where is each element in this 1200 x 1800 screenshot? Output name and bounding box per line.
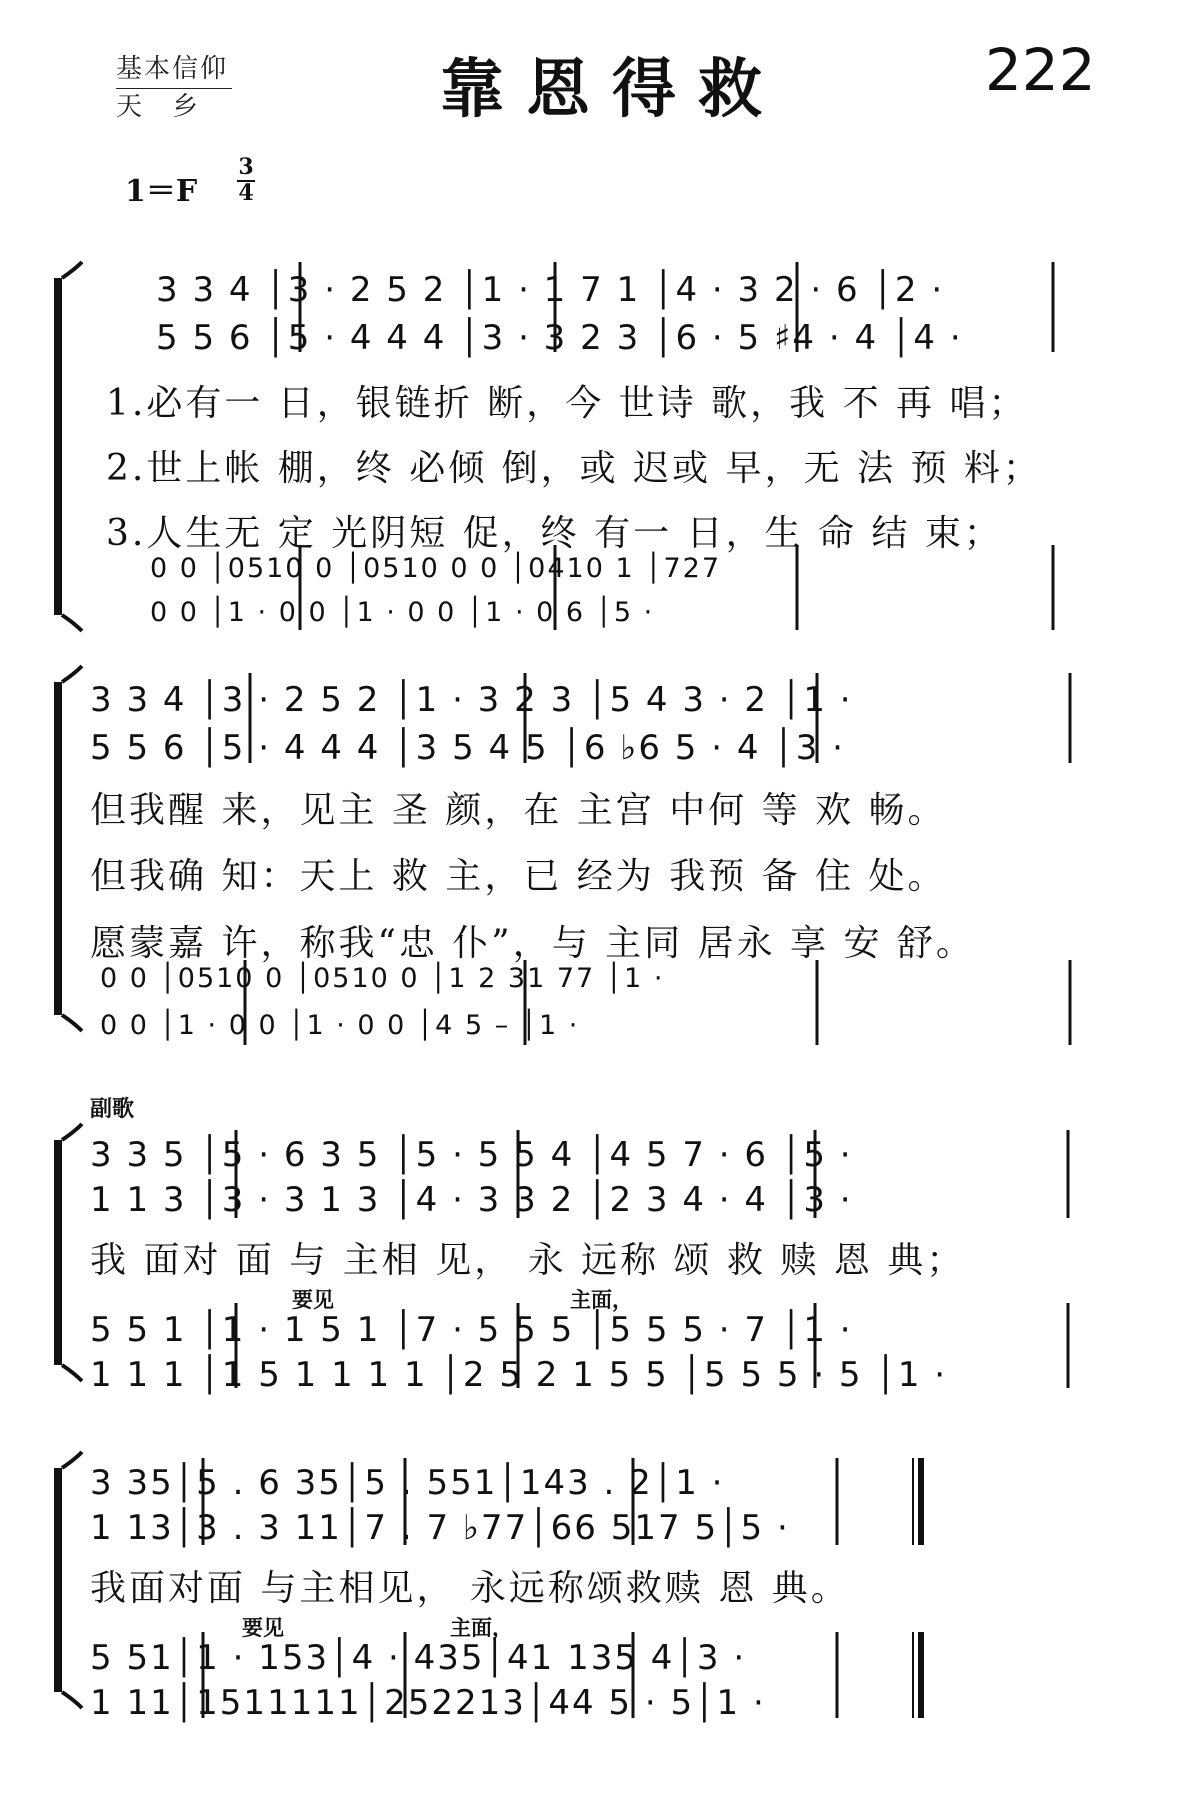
system-3-alto: 1 1 3 │3 · 3 1 3 │4 · 3 3 2 │2 3 4 · 4 │3 · — [90, 1180, 853, 1220]
time-signature-denominator: 4 — [238, 180, 254, 206]
system-1-lyric-verse-3: 3.人生无 定 光阴短 促，终 有一 日，生 命 结 束； — [106, 513, 1003, 554]
system-1-soprano: 3 3 4 │3 · 2 5 2 │1 · 1 7 1 │4 · 3 2 · 6 │2 · — [156, 270, 945, 310]
subcategory-label: 天 乡 — [116, 92, 201, 122]
system-1-bass: 0 0 │1 · 0 0 │1 · 0 0 │1 · 0 6 │5 · — [150, 597, 655, 628]
system-4-label-zhumian: 主面， — [450, 1615, 513, 1640]
system-3-label-zhumian: 主面， — [570, 1287, 633, 1312]
system-3-label-yaojian: 要见 — [292, 1287, 334, 1312]
system-2-lyric-verse-3: 愿蒙嘉 许，称我“忠 仆”，与 主同 居永 享 安 舒。 — [90, 923, 975, 964]
system-3-bracket — [58, 1124, 82, 1381]
final-double-barline — [913, 1458, 921, 1718]
system-4-soprano: 3 35│5 . 6 35│5 . 551│143 . 2│1 · — [90, 1463, 725, 1503]
system-4-label-yaojian: 要见 — [242, 1615, 284, 1640]
system-1-tenor: 0 0 │0510 0 │0510 0 0 │0410 1 │727 — [150, 553, 722, 584]
system-1-lyric-verse-2: 2.世上帐 棚，终 必倾 倒，或 迟或 早，无 法 预 料； — [106, 448, 1042, 489]
system-4-bass: 1 11│1511111│252213│44 5 · 5│1 · — [90, 1683, 766, 1723]
system-1-lyric-verse-1: 1.必有一 日，银链折 断，今 世诗 歌，我 不 再 唱； — [106, 383, 1028, 424]
system-1-bracket — [58, 262, 82, 631]
system-2-bass: 0 0 │1 · 0 0 │1 · 0 0 │4 5 – │1 · — [100, 1010, 580, 1041]
category-label: 基本信仰 — [116, 54, 229, 84]
system-4-tenor: 5 51│1 · 153│4 · 435│41 135 4│3 · — [90, 1638, 747, 1678]
system-3-soprano: 3 3 5 │5 · 6 3 5 │5 · 5 5 4 │4 5 7 · 6 │5 · — [90, 1135, 853, 1175]
system-3-bass: 1 1 1 │1 5 1 1 1 1 │2 5 2 1 5 5 │5 5 5 · 5 │1 · — [90, 1355, 948, 1395]
hymn-title: 靠恩得救 — [440, 52, 784, 127]
system-3-tenor: 5 5 1 │1 · 1 5 1 │7 · 5 5 5 │5 5 5 · 7 │1 · — [90, 1310, 853, 1350]
system-2-lyric-verse-2: 但我确 知：天上 救 主，已 经为 我预 备 住 处。 — [90, 856, 947, 897]
key-signature: 1＝F — [125, 174, 198, 209]
hymn-number: 222 — [985, 36, 1096, 104]
system-4-alto: 1 13│3 . 3 11│7 . 7 ♭77│66 517 5│5 · — [90, 1508, 790, 1548]
refrain-label: 副歌 — [90, 1096, 135, 1122]
system-2-soprano: 3 3 4 │3 · 2 5 2 │1 · 3 2 3 │5 4 3 · 2 │1 · — [90, 680, 853, 720]
system-2-tenor: 0 0 │0510 0 │0510 0 │1 2 31 77 │1 · — [100, 963, 665, 994]
system-2-alto: 5 5 6 │5 · 4 4 4 │3 5 4 5 │6 ♭6 5 · 4 │3 · — [90, 728, 845, 768]
system-2-bracket — [58, 666, 82, 1031]
time-signature-numerator: 3 — [238, 154, 254, 180]
system-2-lyric-verse-1: 但我醒 来，见主 圣 颜，在 主宫 中何 等 欢 畅。 — [90, 790, 947, 831]
system-4-lyric: 我面对面 与主相见， 永远称颂救赎 恩 典。 — [90, 1568, 850, 1609]
system-4-bracket — [58, 1452, 82, 1708]
system-1-alto: 5 5 6 │5 · 4 4 4 │3 · 3 2 3 │6 · 5 ♯4 · 4 │4 · — [156, 318, 963, 358]
system-3-lyric: 我 面对 面 与 主相 见， 永 远称 颂 救 赎 恩 典； — [90, 1240, 966, 1281]
